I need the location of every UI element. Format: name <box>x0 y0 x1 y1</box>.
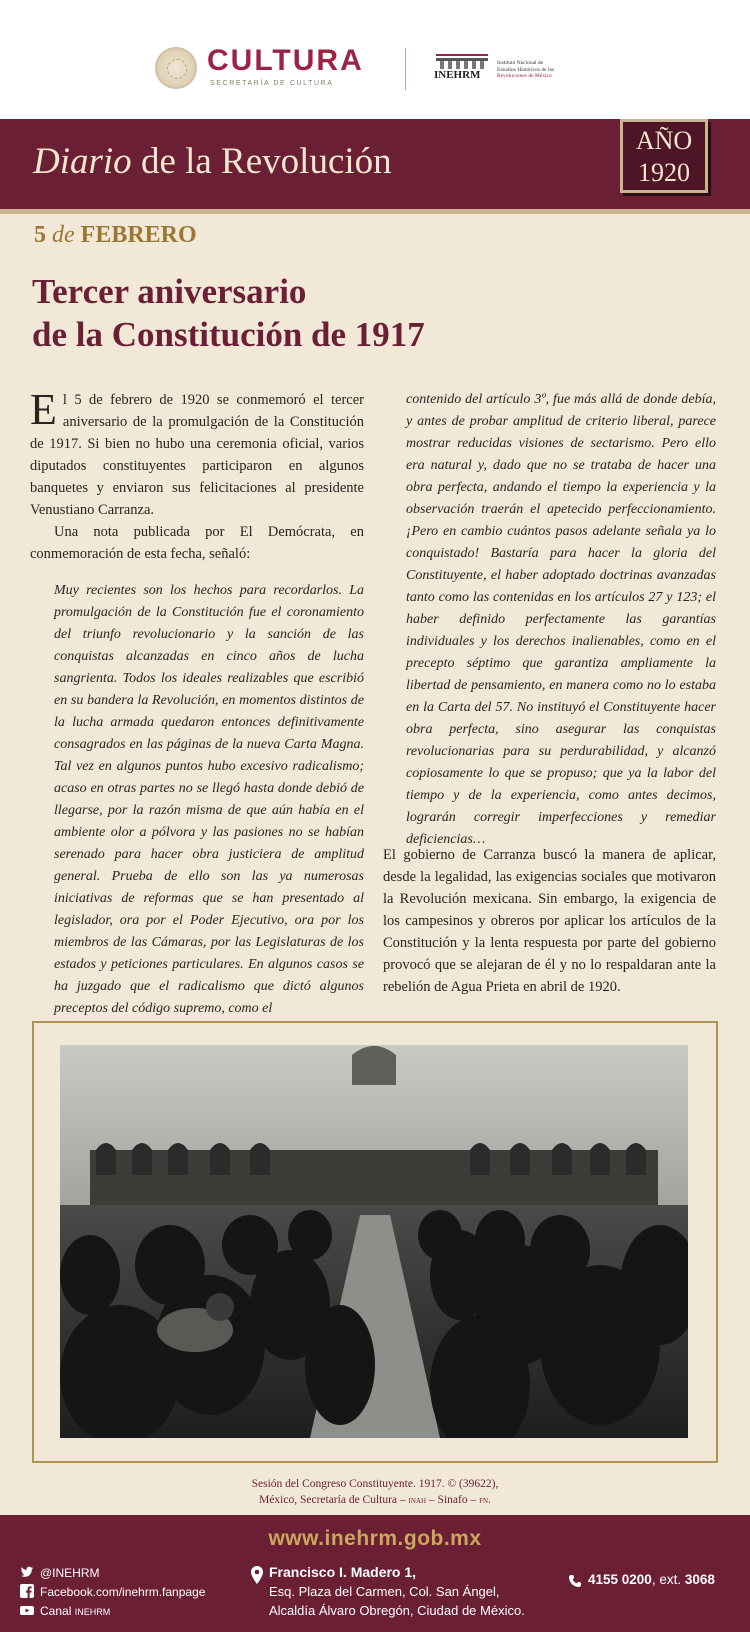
congress-session-photo <box>60 1045 688 1438</box>
caption-line-2: México, Secretaría de Cultura – inah – Sinafo – fn. <box>259 1494 491 1506</box>
seal-icon <box>155 47 197 89</box>
caption-line-1: Sesión del Congreso Constituyente. 1917. © (39622), <box>251 1478 499 1490</box>
phone-number[interactable]: 4155 0200, ext. 3068 <box>588 1572 715 1587</box>
cultura-logo-subtitle: SECRETARÍA DE CULTURA <box>210 80 334 87</box>
year-label: AÑO <box>635 126 693 155</box>
headline <box>32 270 592 356</box>
article-left-column <box>30 385 364 565</box>
article-paragraph-3: El gobierno de Carranza buscó la manera de aplicar, desde la legalidad, las exigencias sociales que motivaron la Revolución mexicana. Sin embargo, la exigencia de los campesinos y obreros por aplicar los artículos de la Constitución y la lenta respuesta por parte del gobierno provocó que se alejaran de él y no lo respaldaran ante la rebelión de Agua Prieta en abril de 1920. <box>383 847 716 995</box>
article-paragraph-1: El 5 de febrero de 1920 se conmemoró el tercer aniversario de la promulgación de la Constitución de 1917. Si bien no hubo una ceremonia oficial, varios diputados constituyentes participaron en algunos banquetes y enviaron sus felicitaciones al presidente Venustiano Carranza. <box>30 385 364 518</box>
facebook-link[interactable]: Facebook.com/inehrm.fanpage <box>20 1584 205 1600</box>
drop-cap: E <box>30 385 57 434</box>
year-badge <box>620 119 708 193</box>
year-value: 1920 <box>638 158 690 187</box>
youtube-link[interactable]: Canal INEHRM <box>20 1603 110 1619</box>
address-line-3: Alcaldía Álvaro Obregón, Ciudad de México. <box>269 1603 525 1618</box>
header-divider <box>0 209 750 214</box>
address-line-2: Esq. Plaza del Carmen, Col. San Ángel, <box>269 1584 500 1599</box>
website-link[interactable]: www.inehrm.gob.mx <box>268 1527 482 1550</box>
historical-photo <box>60 1045 688 1438</box>
twitter-icon <box>20 1565 34 1579</box>
photo-caption <box>0 1476 750 1509</box>
article-paragraph-2: Una nota publicada por El Demócrata, en conmemoración de esta fecha, señaló: <box>30 524 364 562</box>
inehrm-description: Instituto Nacional de Estudios Históricos de las Revoluciones de México <box>497 60 554 79</box>
logo-bar <box>0 0 750 119</box>
location-pin-icon <box>251 1566 263 1584</box>
quotation-part-2: contenido del artículo 3º, fue más allá de donde debía, y antes de probar amplitud de criterio liberal, parece mostrar reducidas visiones de sectarismo. Pero ello era natural y, dado que no se trataba de hacer una obra perfecta, andando el tiempo la experiencia y la observación traerán el apetecido perfeccionamiento. ¡Pero en cambio cuántos pasos adelante señala ya lo conquistado! Bastaría para hacer la gloria del Constituyente, el haber adoptado doctrinas avanzadas tanto como las contenidas en los artículos 27 y 123; el haber definido perfectamente las garantías individuales y los derechos inalienables, como en el precepto séptimo que garantiza ampliamente la libertad de pensamiento, en manera como no lo estaba en la Carta del 57. No instituyó el Constituyente hacer obra perfecta, sino asegurar las conquistas revolucionarias para su perdurabilidad, y alcanzó copiosamente lo que se propuso; que ya la labor del tiempo y de la experiencia, como antes decimos, lograrán corregir imperfecciones y remediar deficiencias… <box>406 392 716 847</box>
headline-line-2: de la Constitución de 1917 <box>32 315 425 354</box>
address-street: Francisco I. Madero 1, <box>269 1564 417 1580</box>
inehrm-logo-text: INEHRM <box>434 69 481 81</box>
youtube-icon <box>20 1603 34 1617</box>
footer <box>0 1515 750 1632</box>
cultura-logo-text: CULTURA <box>207 44 364 77</box>
headline-line-1: Tercer aniversario <box>32 272 307 311</box>
phone-icon <box>568 1574 582 1588</box>
date-line: 5 de FEBRERO <box>34 222 197 248</box>
logo-divider <box>405 48 406 90</box>
twitter-link[interactable]: @INEHRM <box>20 1565 100 1581</box>
quotation-part-1: Muy recientes son los hechos para recordarlos. La promulgación de la Constitución fue el coronamiento del triunfo revolucionario y la sanción de las conquistas alcanzadas en cinco años de lucha sangrienta. Todos los ideales realizables que escribió en su bandera la Revolución, en momentos distintos de la lucha armada quedaron entonces definitivamente consagrados en las páginas de la nueva Carta Magna. Tal vez en algunos puntos hubo excesivo radicalismo; acaso en otras partes no se llegó hasta donde debió de llegarse, por la razón misma de que aún había en el ambiente olor a pólvora y las pasiones no se habían serenado para hacer obra justiciera de amplitud general. Prueba de ello son las ya numerosas iniciativas de reformas que se han presentado al legislador, ora por el Poder Ejecutivo, ora por los miembros de las Cámaras, por las Legislaturas de los estados y peticiones particulares. En algunos casos se ha juzgado que el radicalismo que dictó algunos preceptos del código supremo, como el <box>54 583 364 1016</box>
facebook-icon <box>20 1584 34 1598</box>
address <box>269 1563 569 1620</box>
series-title: Diario de la Revolución <box>33 141 392 182</box>
